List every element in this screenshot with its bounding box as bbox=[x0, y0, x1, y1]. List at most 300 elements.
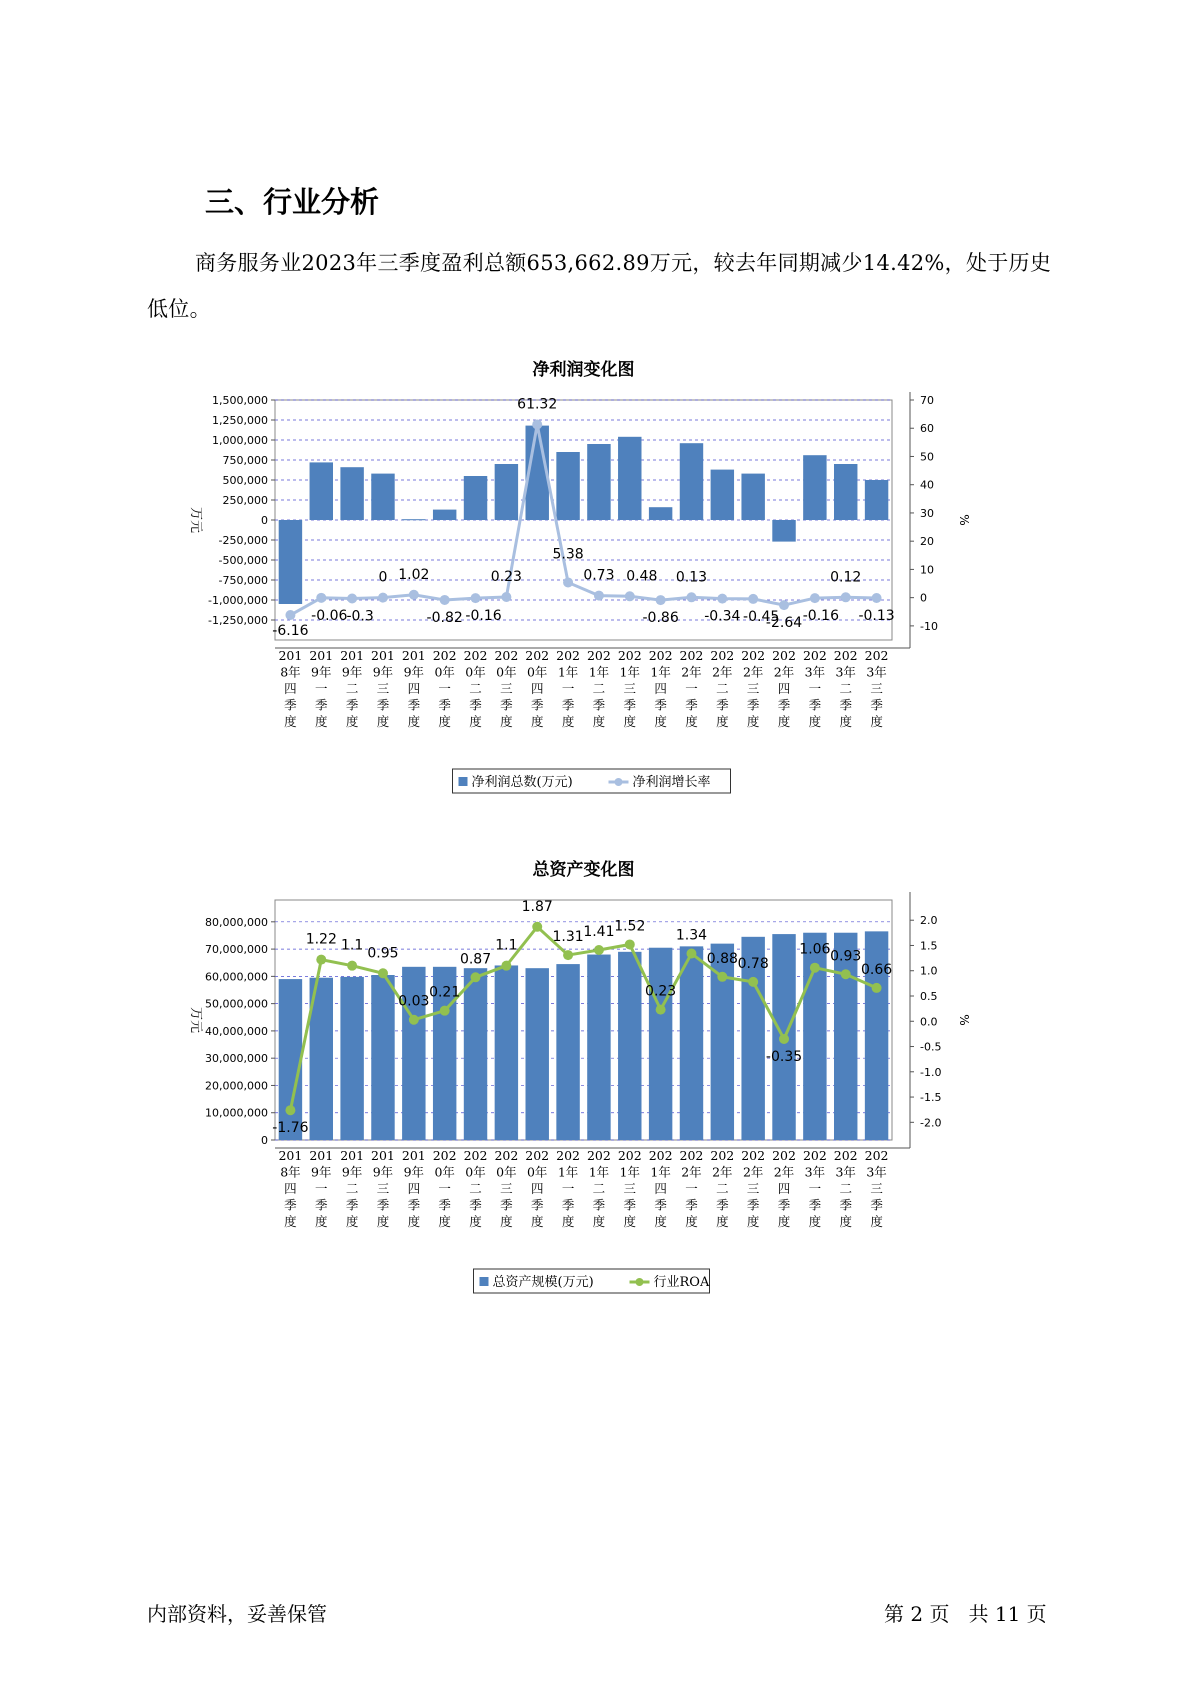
y2-tick-label: -1.5 bbox=[920, 1091, 942, 1105]
category-label bbox=[741, 648, 765, 729]
point-label: -0.16 bbox=[802, 608, 839, 625]
category-label bbox=[494, 648, 518, 729]
bar bbox=[618, 952, 641, 1140]
bar bbox=[433, 510, 456, 520]
category-label-line: 季 bbox=[345, 1197, 359, 1213]
category-label-line: 一 bbox=[808, 681, 822, 696]
bar bbox=[680, 946, 703, 1140]
category-label-line: 202 bbox=[463, 1148, 488, 1163]
category-label-line: 度 bbox=[777, 714, 791, 729]
category-label bbox=[865, 648, 889, 729]
bar bbox=[649, 507, 672, 520]
y2-tick-label: 60 bbox=[920, 422, 934, 436]
category-label-line: 季 bbox=[716, 697, 729, 713]
category-label-line: 度 bbox=[746, 714, 760, 729]
category-label-line: 度 bbox=[407, 714, 421, 729]
footer-confidential: 内部资料，妥善保管 bbox=[147, 1602, 327, 1626]
category-label-line: 度 bbox=[654, 714, 667, 729]
point-label: -0.16 bbox=[465, 608, 502, 625]
category-label-line: 度 bbox=[685, 1214, 698, 1229]
category-label bbox=[278, 1148, 302, 1229]
category-label-line: 202 bbox=[802, 1148, 827, 1163]
category-label-line: 度 bbox=[623, 714, 637, 729]
category-label-line: 202 bbox=[432, 1148, 457, 1163]
point-label: -6.16 bbox=[272, 623, 309, 640]
point-label: 0.93 bbox=[830, 948, 862, 965]
y2-tick-label: 10 bbox=[920, 563, 934, 577]
line-point bbox=[625, 939, 635, 949]
line-point bbox=[748, 977, 758, 987]
y2-tick-label: 0.5 bbox=[920, 990, 938, 1003]
y2-tick-label: 0.0 bbox=[920, 1015, 938, 1029]
category-label-line: 0年 bbox=[465, 664, 486, 680]
category-label-line: 二 bbox=[839, 1181, 852, 1196]
category-label-line: 三 bbox=[623, 1181, 637, 1196]
bar bbox=[587, 444, 610, 520]
category-label-line: 度 bbox=[315, 1214, 328, 1229]
point-label: -0.34 bbox=[704, 608, 741, 625]
category-label-line: 202 bbox=[679, 1148, 704, 1163]
line-point bbox=[686, 592, 696, 602]
bar bbox=[279, 979, 302, 1140]
category-label-line: 度 bbox=[469, 714, 482, 729]
chart-svg bbox=[180, 350, 971, 810]
legend-bar-swatch bbox=[480, 1277, 489, 1286]
category-label-line: 度 bbox=[561, 1214, 575, 1229]
point-label: 0.13 bbox=[675, 569, 708, 586]
category-label-line: 9年 bbox=[311, 1164, 332, 1180]
category-label-line: 9年 bbox=[341, 1164, 363, 1180]
footer-page-number: 第 2 页 共 11 页 bbox=[884, 1602, 1047, 1626]
legend-line-label: 行业ROA bbox=[653, 1275, 710, 1290]
category-label bbox=[587, 1148, 611, 1229]
category-label-line: 季 bbox=[746, 1197, 760, 1213]
section-heading: 三、行业分析 bbox=[205, 185, 380, 219]
category-label-line: 季 bbox=[808, 697, 822, 713]
category-label-line: 201 bbox=[371, 1148, 395, 1163]
line-point bbox=[316, 593, 326, 603]
y-tick-label: -1,250,000 bbox=[208, 614, 268, 627]
point-label: 0.87 bbox=[459, 951, 492, 968]
point-label: 1.1 bbox=[495, 937, 518, 954]
category-label-line: 201 bbox=[278, 648, 303, 663]
category-label-line: 1年 bbox=[588, 664, 610, 680]
category-label-line: 三 bbox=[500, 1181, 513, 1196]
category-label-line: 202 bbox=[556, 648, 581, 663]
category-label bbox=[803, 648, 827, 729]
category-label bbox=[464, 648, 488, 729]
category-label-line: 202 bbox=[772, 1148, 796, 1163]
category-label bbox=[556, 648, 580, 729]
category-label-line: 一 bbox=[808, 1181, 822, 1196]
category-label bbox=[340, 648, 364, 729]
point-label: 0.23 bbox=[490, 568, 522, 585]
category-label-line: 201 bbox=[371, 648, 395, 663]
point-label: -0.3 bbox=[346, 608, 374, 625]
category-label-line: 度 bbox=[623, 1214, 637, 1229]
category-label bbox=[309, 1148, 333, 1229]
category-label-line: 三 bbox=[376, 1181, 390, 1196]
category-label bbox=[556, 1148, 580, 1229]
category-label-line: 季 bbox=[777, 697, 791, 713]
line-point bbox=[378, 968, 388, 978]
category-label-line: 201 bbox=[309, 1148, 334, 1163]
category-label-line: 202 bbox=[864, 1148, 889, 1163]
category-label-line: 202 bbox=[679, 648, 704, 663]
y-tick-label: -500,000 bbox=[218, 554, 268, 567]
analysis-paragraph: 商务服务业2023年三季度盈利总额653,662.89万元，较去年同期减少14.42%，处于历史低位。 bbox=[147, 251, 1052, 321]
category-label-line: 季 bbox=[777, 1197, 791, 1213]
line-point bbox=[471, 593, 481, 603]
category-label-line: 四 bbox=[777, 681, 791, 696]
category-label-line: 四 bbox=[530, 1181, 544, 1196]
bar bbox=[556, 452, 579, 520]
y-tick-label: 750,000 bbox=[222, 454, 268, 467]
category-label bbox=[772, 1148, 796, 1229]
bar bbox=[340, 977, 363, 1140]
category-label bbox=[587, 648, 611, 729]
category-label-line: 季 bbox=[315, 697, 328, 713]
category-label-line: 季 bbox=[530, 697, 544, 713]
category-label bbox=[710, 1148, 734, 1229]
bar bbox=[526, 968, 549, 1140]
line-point bbox=[532, 420, 542, 430]
point-label: 0.73 bbox=[583, 567, 615, 584]
category-label-line: 9年 bbox=[311, 664, 332, 680]
category-label-line: 2年 bbox=[773, 1164, 795, 1180]
category-label-line: 201 bbox=[401, 648, 426, 663]
net-profit-chart bbox=[180, 350, 971, 810]
bar bbox=[279, 520, 302, 604]
point-label: 0.78 bbox=[737, 955, 769, 972]
category-label-line: 四 bbox=[407, 1181, 421, 1196]
category-label-line: 季 bbox=[654, 697, 667, 713]
line-point bbox=[779, 600, 789, 610]
category-label-line: 度 bbox=[284, 1214, 297, 1229]
category-label-line: 季 bbox=[469, 1197, 482, 1213]
category-label-line: 9年 bbox=[372, 1164, 394, 1180]
point-label: 0.66 bbox=[860, 961, 893, 978]
bar bbox=[803, 455, 826, 520]
category-label-line: 四 bbox=[284, 1181, 297, 1196]
line-point bbox=[471, 972, 481, 982]
bar bbox=[464, 968, 487, 1140]
category-label-line: 三 bbox=[870, 681, 883, 696]
category-label-line: 3年 bbox=[835, 664, 856, 680]
category-label-line: 季 bbox=[530, 1197, 544, 1213]
line-point bbox=[501, 592, 511, 602]
category-label-line: 202 bbox=[802, 648, 827, 663]
category-label bbox=[402, 648, 426, 729]
line-point bbox=[378, 593, 388, 603]
category-label-line: 度 bbox=[500, 714, 513, 729]
category-label-line: 202 bbox=[525, 1148, 550, 1163]
category-label-line: 202 bbox=[710, 648, 735, 663]
y2-tick-label: -1.0 bbox=[920, 1065, 942, 1079]
category-label-line: 9年 bbox=[341, 664, 363, 680]
point-label: -0.45 bbox=[743, 608, 780, 625]
category-label bbox=[649, 1148, 673, 1229]
category-label-line: 度 bbox=[315, 714, 328, 729]
line-point bbox=[347, 593, 357, 603]
category-label bbox=[525, 1148, 549, 1229]
category-label-line: 0年 bbox=[434, 1164, 455, 1180]
category-label bbox=[433, 1148, 457, 1229]
category-label-line: 一 bbox=[438, 681, 451, 696]
category-label-line: 季 bbox=[839, 697, 852, 713]
line-point bbox=[748, 594, 758, 604]
category-label-line: 2年 bbox=[742, 1164, 764, 1180]
point-label: -0.13 bbox=[858, 608, 895, 625]
category-label-line: 季 bbox=[808, 1197, 822, 1213]
line-point bbox=[409, 1015, 419, 1025]
category-label-line: 0年 bbox=[526, 664, 548, 680]
y-tick-label: 10,000,000 bbox=[205, 1106, 268, 1120]
point-label: 1.06 bbox=[799, 941, 831, 958]
category-label bbox=[402, 1148, 426, 1229]
point-label: 0 bbox=[378, 569, 388, 586]
category-label-line: 度 bbox=[808, 1214, 822, 1229]
category-label-line: 0年 bbox=[496, 664, 517, 680]
bar bbox=[371, 975, 394, 1140]
point-label: -0.06 bbox=[311, 607, 348, 624]
point-label: -0.86 bbox=[642, 610, 679, 627]
category-label-line: 201 bbox=[309, 648, 334, 663]
category-label bbox=[278, 648, 302, 729]
bar bbox=[741, 474, 764, 520]
category-label-line: 三 bbox=[376, 681, 390, 696]
category-label-line: 度 bbox=[284, 714, 297, 729]
chart-title: 净利润变化图 bbox=[532, 360, 635, 380]
category-label-line: 1年 bbox=[588, 1164, 610, 1180]
category-label-line: 2年 bbox=[712, 664, 733, 680]
category-label-line: 3年 bbox=[804, 1164, 826, 1180]
category-label-line: 9年 bbox=[372, 664, 394, 680]
legend-line-marker bbox=[636, 1278, 644, 1286]
category-label-line: 一 bbox=[315, 1181, 328, 1196]
line-point bbox=[409, 590, 419, 600]
category-label-line: 202 bbox=[494, 648, 519, 663]
y2-tick-label: 0 bbox=[920, 591, 927, 605]
y2-tick-label: 20 bbox=[920, 535, 934, 549]
category-label-line: 三 bbox=[746, 681, 760, 696]
category-label-line: 度 bbox=[746, 1214, 760, 1229]
category-label-line: 202 bbox=[833, 648, 858, 663]
category-label-line: 度 bbox=[716, 1214, 729, 1229]
category-label-line: 1年 bbox=[650, 664, 671, 680]
category-label-line: 201 bbox=[401, 1148, 426, 1163]
y2-tick-label: 70 bbox=[920, 394, 934, 407]
category-label-line: 季 bbox=[839, 1197, 852, 1213]
category-label-line: 度 bbox=[870, 714, 883, 729]
bar bbox=[371, 474, 394, 520]
point-label: 1.41 bbox=[583, 924, 615, 941]
category-label-line: 度 bbox=[592, 1214, 606, 1229]
category-label-line: 季 bbox=[623, 697, 637, 713]
line-point bbox=[717, 594, 727, 604]
category-label-line: 8年 bbox=[280, 664, 301, 680]
category-label-line: 季 bbox=[284, 1197, 297, 1213]
category-label-line: 一 bbox=[438, 1181, 451, 1196]
category-label-line: 202 bbox=[556, 1148, 581, 1163]
y2-tick-label: 30 bbox=[920, 506, 934, 520]
point-label: 0.48 bbox=[626, 568, 658, 585]
line-point bbox=[563, 577, 573, 587]
category-label-line: 季 bbox=[500, 697, 513, 713]
y-tick-label: 30,000,000 bbox=[205, 1052, 268, 1066]
y2-tick-label: 40 bbox=[920, 478, 934, 492]
line-point bbox=[501, 961, 511, 971]
category-label-line: 四 bbox=[530, 681, 544, 696]
y-tick-label: 500,000 bbox=[222, 474, 268, 487]
category-label-line: 度 bbox=[407, 1214, 421, 1229]
y-tick-label: 80,000,000 bbox=[205, 915, 268, 929]
category-label-line: 202 bbox=[710, 1148, 735, 1163]
category-label-line: 季 bbox=[438, 697, 451, 713]
point-label: 0.12 bbox=[830, 569, 862, 586]
category-label-line: 0年 bbox=[465, 1164, 486, 1180]
bar bbox=[310, 462, 333, 520]
category-label bbox=[680, 648, 704, 729]
category-label-line: 1年 bbox=[650, 1164, 671, 1180]
point-label: 1.87 bbox=[521, 898, 553, 915]
category-label-line: 9年 bbox=[403, 1164, 425, 1180]
y-tick-label: 250,000 bbox=[222, 494, 268, 507]
legend-line-marker bbox=[615, 778, 623, 786]
category-label bbox=[433, 648, 457, 729]
y2-tick-label: 50 bbox=[920, 450, 934, 464]
category-label-line: 0年 bbox=[434, 664, 455, 680]
category-label-line: 度 bbox=[500, 1214, 513, 1229]
category-label-line: 季 bbox=[623, 1197, 637, 1213]
line-point bbox=[656, 595, 666, 605]
y2-tick-label: 2.0 bbox=[920, 914, 938, 928]
line-point bbox=[594, 945, 604, 955]
bar bbox=[587, 955, 610, 1140]
category-label-line: 季 bbox=[716, 1197, 729, 1213]
category-label-line: 1年 bbox=[619, 1164, 641, 1180]
y2-tick-label: -2.0 bbox=[920, 1116, 942, 1130]
category-label bbox=[618, 1148, 642, 1229]
bar bbox=[495, 965, 518, 1140]
line-point bbox=[810, 593, 820, 603]
line-point bbox=[872, 593, 882, 603]
category-label-line: 季 bbox=[592, 1197, 606, 1213]
category-label-line: 1年 bbox=[619, 664, 641, 680]
bar bbox=[556, 964, 579, 1140]
category-label-line: 度 bbox=[530, 1214, 544, 1229]
category-label-line: 202 bbox=[741, 648, 766, 663]
y-tick-label: 1,250,000 bbox=[212, 414, 268, 427]
point-label: 0.95 bbox=[367, 945, 399, 962]
category-label-line: 季 bbox=[592, 697, 606, 713]
category-label-line: 度 bbox=[716, 714, 729, 729]
category-label bbox=[803, 1148, 827, 1229]
category-label-line: 202 bbox=[463, 648, 488, 663]
y-tick-label: 1,500,000 bbox=[212, 394, 268, 407]
category-label-line: 3年 bbox=[866, 664, 887, 680]
category-label-line: 0年 bbox=[496, 1164, 517, 1180]
category-label-line: 季 bbox=[315, 1197, 328, 1213]
legend-bar-label: 净利润总数(万元) bbox=[471, 775, 573, 790]
category-label-line: 度 bbox=[438, 714, 451, 729]
category-label-line: 四 bbox=[407, 681, 421, 696]
line-point bbox=[625, 591, 635, 601]
category-label-line: 一 bbox=[561, 1181, 575, 1196]
category-label-line: 3年 bbox=[804, 664, 826, 680]
legend-bar-label: 总资产规模(万元) bbox=[492, 1275, 594, 1290]
y-tick-label: -250,000 bbox=[218, 534, 268, 547]
point-label: -0.35 bbox=[765, 1048, 803, 1065]
category-label-line: 201 bbox=[340, 1148, 365, 1163]
y-tick-label: 0 bbox=[261, 514, 268, 527]
y2-tick-label: 1.5 bbox=[920, 939, 938, 953]
category-label-line: 季 bbox=[500, 1197, 513, 1213]
category-label-line: 季 bbox=[469, 697, 482, 713]
category-label-line: 季 bbox=[685, 697, 698, 713]
y-tick-label: -750,000 bbox=[218, 574, 268, 587]
y-tick-label: 40,000,000 bbox=[205, 1024, 268, 1038]
category-label-line: 2年 bbox=[681, 664, 702, 680]
category-label-line: 2年 bbox=[742, 664, 764, 680]
bar bbox=[834, 464, 857, 520]
category-label-line: 度 bbox=[777, 1214, 791, 1229]
legend-bar-swatch bbox=[459, 777, 468, 786]
category-label-line: 度 bbox=[839, 714, 852, 729]
line-point bbox=[779, 1034, 789, 1044]
line-point bbox=[594, 591, 604, 601]
category-label bbox=[649, 648, 673, 729]
line-point bbox=[285, 1105, 295, 1115]
y-tick-label: 50,000,000 bbox=[205, 997, 268, 1011]
category-label-line: 度 bbox=[808, 714, 822, 729]
line-point bbox=[810, 963, 820, 973]
point-label: 0.21 bbox=[429, 984, 461, 1001]
category-label-line: 度 bbox=[345, 714, 359, 729]
category-label-line: 季 bbox=[284, 697, 297, 713]
category-label-line: 度 bbox=[530, 714, 544, 729]
category-label-line: 2年 bbox=[712, 1164, 733, 1180]
category-label-line: 201 bbox=[340, 648, 365, 663]
category-label bbox=[741, 1148, 765, 1229]
category-label-line: 度 bbox=[469, 1214, 482, 1229]
category-label-line: 202 bbox=[617, 648, 642, 663]
category-label bbox=[618, 648, 642, 729]
total-assets-chart bbox=[180, 850, 971, 1310]
category-label-line: 二 bbox=[469, 681, 482, 696]
category-label-line: 202 bbox=[586, 648, 611, 663]
y2-tick-label: -10 bbox=[920, 619, 938, 633]
category-label-line: 二 bbox=[345, 681, 359, 696]
category-label-line: 季 bbox=[561, 1197, 575, 1213]
category-label-line: 202 bbox=[525, 648, 550, 663]
category-label-line: 一 bbox=[685, 1181, 698, 1196]
category-label-line: 0年 bbox=[526, 1164, 548, 1180]
category-label bbox=[865, 1148, 889, 1229]
category-label bbox=[710, 648, 734, 729]
category-label-line: 度 bbox=[438, 1214, 451, 1229]
bar bbox=[618, 437, 641, 520]
category-label bbox=[834, 1148, 858, 1229]
category-label-line: 度 bbox=[592, 714, 606, 729]
category-label-line: 8年 bbox=[280, 1164, 301, 1180]
y2-tick-label: 1.0 bbox=[920, 964, 938, 978]
point-label: -1.76 bbox=[272, 1120, 309, 1137]
bar bbox=[711, 470, 734, 520]
category-label-line: 一 bbox=[685, 681, 698, 696]
category-label bbox=[371, 1148, 395, 1229]
category-label-line: 二 bbox=[345, 1181, 359, 1196]
